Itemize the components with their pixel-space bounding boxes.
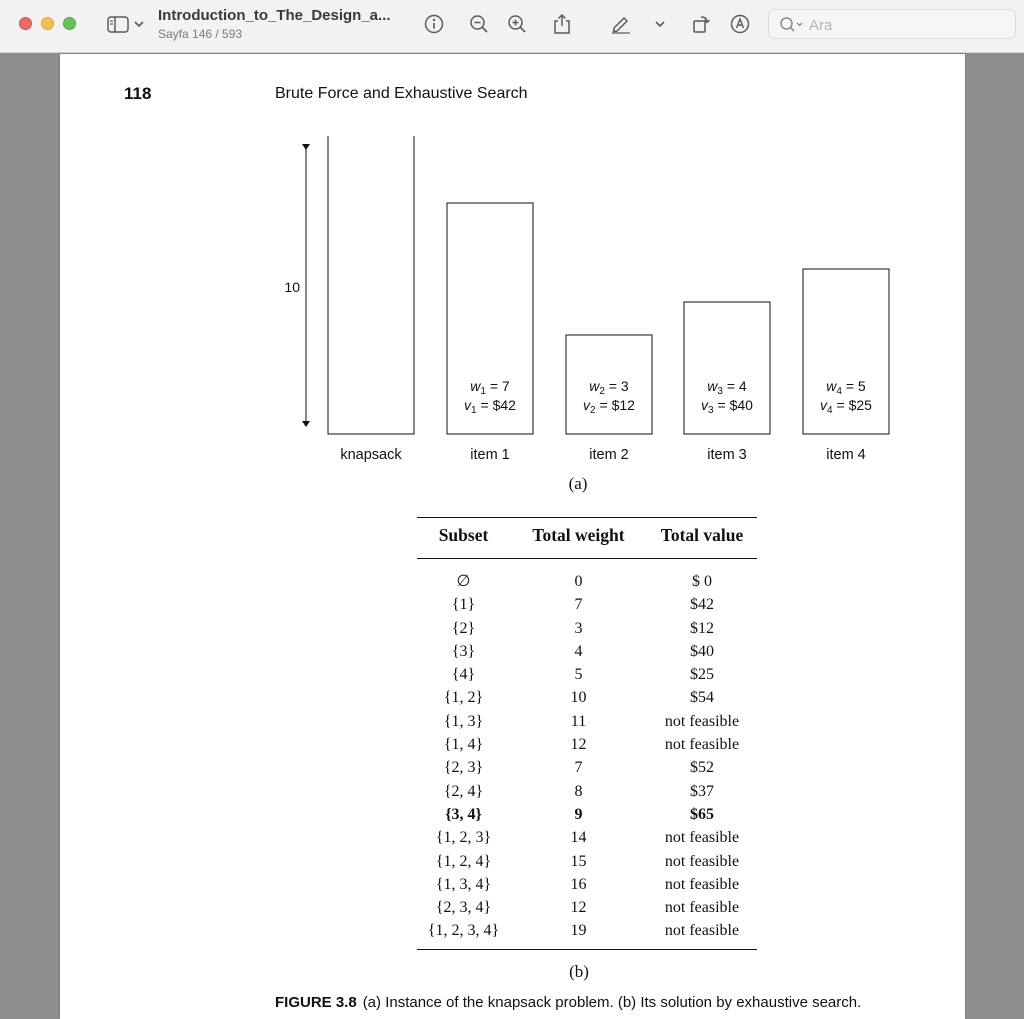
item-value-label-1: $v_1$ = $42 bbox=[464, 397, 516, 416]
table-row bbox=[417, 826, 757, 849]
sidebar-icon bbox=[107, 16, 129, 33]
cell-subset: {3} bbox=[451, 642, 476, 660]
item-value-label-4: $v_4$ = $25 bbox=[820, 397, 872, 416]
cell-subset: {3, 4} bbox=[445, 805, 482, 823]
cell-weight: 12 bbox=[570, 899, 587, 917]
zoom-in-button[interactable] bbox=[506, 11, 528, 37]
table-bottom-rule bbox=[417, 949, 757, 950]
figure-caption bbox=[275, 994, 861, 1011]
cell-weight: 9 bbox=[574, 805, 583, 823]
cell-value: not feasible bbox=[664, 852, 740, 870]
search-input[interactable] bbox=[809, 15, 1004, 35]
figure-a-label: (a) bbox=[568, 474, 588, 493]
annotate-button[interactable] bbox=[729, 11, 751, 37]
capacity-label: 10 bbox=[284, 279, 300, 295]
cell-subset: {2, 3} bbox=[443, 759, 484, 777]
cell-value: $ 0 bbox=[692, 573, 712, 590]
caption-label: FIGURE 3.8 bbox=[275, 994, 357, 1011]
markup-button[interactable] bbox=[609, 11, 633, 37]
item-name-2: item 2 bbox=[589, 447, 629, 463]
cell-subset: {2, 3, 4} bbox=[435, 899, 492, 917]
table-row bbox=[417, 756, 757, 779]
page-number: 118 bbox=[124, 84, 152, 103]
item-weight-label-4: $w_4 = 5$ bbox=[826, 378, 866, 397]
table-row bbox=[417, 663, 757, 686]
window-toolbar bbox=[0, 0, 1024, 53]
chevron-down-icon bbox=[134, 21, 144, 28]
cell-subset: {1, 3} bbox=[443, 712, 484, 730]
cell-value: $42 bbox=[690, 596, 714, 614]
header-total-weight: Total weight bbox=[532, 525, 625, 545]
maximize-window-button[interactable] bbox=[63, 17, 76, 30]
table-row bbox=[417, 570, 757, 593]
markup-options-button[interactable] bbox=[653, 11, 667, 37]
item-weight-label-3: $w_3 = 4$ bbox=[707, 378, 747, 397]
pdf-page bbox=[60, 54, 965, 1019]
table-row bbox=[417, 850, 757, 873]
figure-b-label: (b) bbox=[569, 962, 589, 981]
table-header-rule bbox=[417, 558, 757, 559]
cell-subset: {2, 4} bbox=[443, 782, 484, 800]
cell-weight: 12 bbox=[570, 736, 587, 754]
page-indicator: Sayfa 146 / 593 bbox=[158, 27, 243, 41]
table-header bbox=[417, 525, 757, 553]
minimize-window-button[interactable] bbox=[41, 17, 54, 30]
item-value-label-2: $v_2$ = $12 bbox=[583, 397, 635, 416]
cell-weight: 11 bbox=[570, 712, 587, 730]
header-total-value: Total value bbox=[660, 525, 744, 545]
table-row bbox=[417, 919, 757, 942]
table-top-rule bbox=[417, 517, 757, 518]
header-subset: Subset bbox=[438, 525, 489, 545]
running-head: Brute Force and Exhaustive Search bbox=[275, 85, 528, 102]
info-icon bbox=[424, 14, 444, 34]
table-row bbox=[417, 873, 757, 896]
cell-subset: {1, 4} bbox=[443, 736, 484, 754]
cell-weight: 7 bbox=[574, 759, 583, 777]
cell-value: $25 bbox=[690, 666, 714, 684]
cell-value: not feasible bbox=[664, 875, 740, 893]
cell-value: $12 bbox=[690, 619, 714, 637]
cell-subset: ∅ bbox=[456, 573, 471, 590]
cell-value: $65 bbox=[690, 805, 714, 823]
table-row bbox=[417, 640, 757, 663]
chevron-down-icon bbox=[655, 21, 665, 28]
sidebar-options-button[interactable] bbox=[132, 11, 146, 37]
zoom-out-icon bbox=[469, 14, 489, 34]
cell-value: not feasible bbox=[664, 899, 740, 917]
cell-value: not feasible bbox=[664, 922, 740, 940]
markup-pen-icon bbox=[610, 14, 632, 34]
cell-subset: {2} bbox=[451, 619, 476, 637]
search-box[interactable] bbox=[768, 9, 1016, 39]
cell-weight: 8 bbox=[574, 782, 583, 800]
cell-subset: {1, 2, 3, 4} bbox=[427, 922, 500, 940]
knapsack-figure bbox=[60, 54, 965, 474]
cell-weight: 10 bbox=[570, 689, 587, 707]
item-name-3: item 3 bbox=[707, 447, 747, 463]
info-button[interactable] bbox=[423, 11, 445, 37]
rotate-button[interactable] bbox=[690, 11, 712, 37]
cell-subset: {1, 2} bbox=[443, 689, 484, 707]
cell-value: not feasible bbox=[664, 712, 740, 730]
cell-subset: {4} bbox=[451, 666, 476, 684]
share-button[interactable] bbox=[551, 11, 573, 37]
table-row bbox=[417, 896, 757, 919]
cell-weight: 7 bbox=[574, 596, 583, 614]
caption-text: (a) Instance of the knapsack problem. (b) Its solution by exhaustive search. bbox=[362, 994, 862, 1011]
table-row bbox=[417, 780, 757, 803]
cell-weight: 15 bbox=[570, 852, 587, 870]
knapsack-outline bbox=[328, 136, 414, 434]
knapsack-label: knapsack bbox=[340, 447, 402, 463]
table-row bbox=[417, 803, 757, 826]
cell-weight: 5 bbox=[574, 666, 583, 684]
document-title: Introduction_to_The_Design_a... bbox=[158, 7, 391, 24]
cell-value: $52 bbox=[690, 759, 714, 777]
cell-weight: 3 bbox=[574, 619, 583, 637]
cell-value: $40 bbox=[690, 642, 714, 660]
sidebar-toggle-button[interactable] bbox=[106, 11, 130, 37]
cell-weight: 14 bbox=[570, 829, 587, 847]
cell-value: $54 bbox=[690, 689, 714, 707]
search-icon bbox=[779, 16, 805, 34]
cell-subset: {1, 3, 4} bbox=[435, 875, 492, 893]
cell-weight: 4 bbox=[574, 642, 583, 660]
zoom-out-button[interactable] bbox=[468, 11, 490, 37]
cell-value: not feasible bbox=[664, 736, 740, 754]
table-row bbox=[417, 733, 757, 756]
item-box-3 bbox=[684, 302, 770, 434]
cell-weight: 0 bbox=[574, 573, 583, 590]
item-weight-label-2: $w_2 = 3$ bbox=[589, 378, 629, 397]
cell-subset: {1, 2, 4} bbox=[435, 852, 492, 870]
item-value-label-3: $v_3$ = $40 bbox=[701, 397, 753, 416]
zoom-in-icon bbox=[507, 14, 527, 34]
rotate-icon bbox=[691, 14, 711, 34]
share-icon bbox=[553, 13, 571, 35]
cell-value: not feasible bbox=[664, 829, 740, 847]
table-row bbox=[417, 686, 757, 709]
cell-weight: 19 bbox=[570, 922, 587, 940]
item-name-4: item 4 bbox=[826, 447, 866, 463]
table-row bbox=[417, 617, 757, 640]
cell-subset: {1, 2, 3} bbox=[435, 829, 492, 847]
table-body bbox=[417, 570, 757, 943]
table-row bbox=[417, 710, 757, 733]
table-row bbox=[417, 593, 757, 616]
annotate-icon bbox=[730, 14, 750, 34]
cell-subset: {1} bbox=[451, 596, 476, 614]
item-name-1: item 1 bbox=[470, 447, 510, 463]
item-weight-label-1: $w_1 = 7$ bbox=[470, 378, 510, 397]
close-window-button[interactable] bbox=[19, 17, 32, 30]
cell-value: $37 bbox=[690, 782, 714, 800]
cell-weight: 16 bbox=[570, 875, 587, 893]
